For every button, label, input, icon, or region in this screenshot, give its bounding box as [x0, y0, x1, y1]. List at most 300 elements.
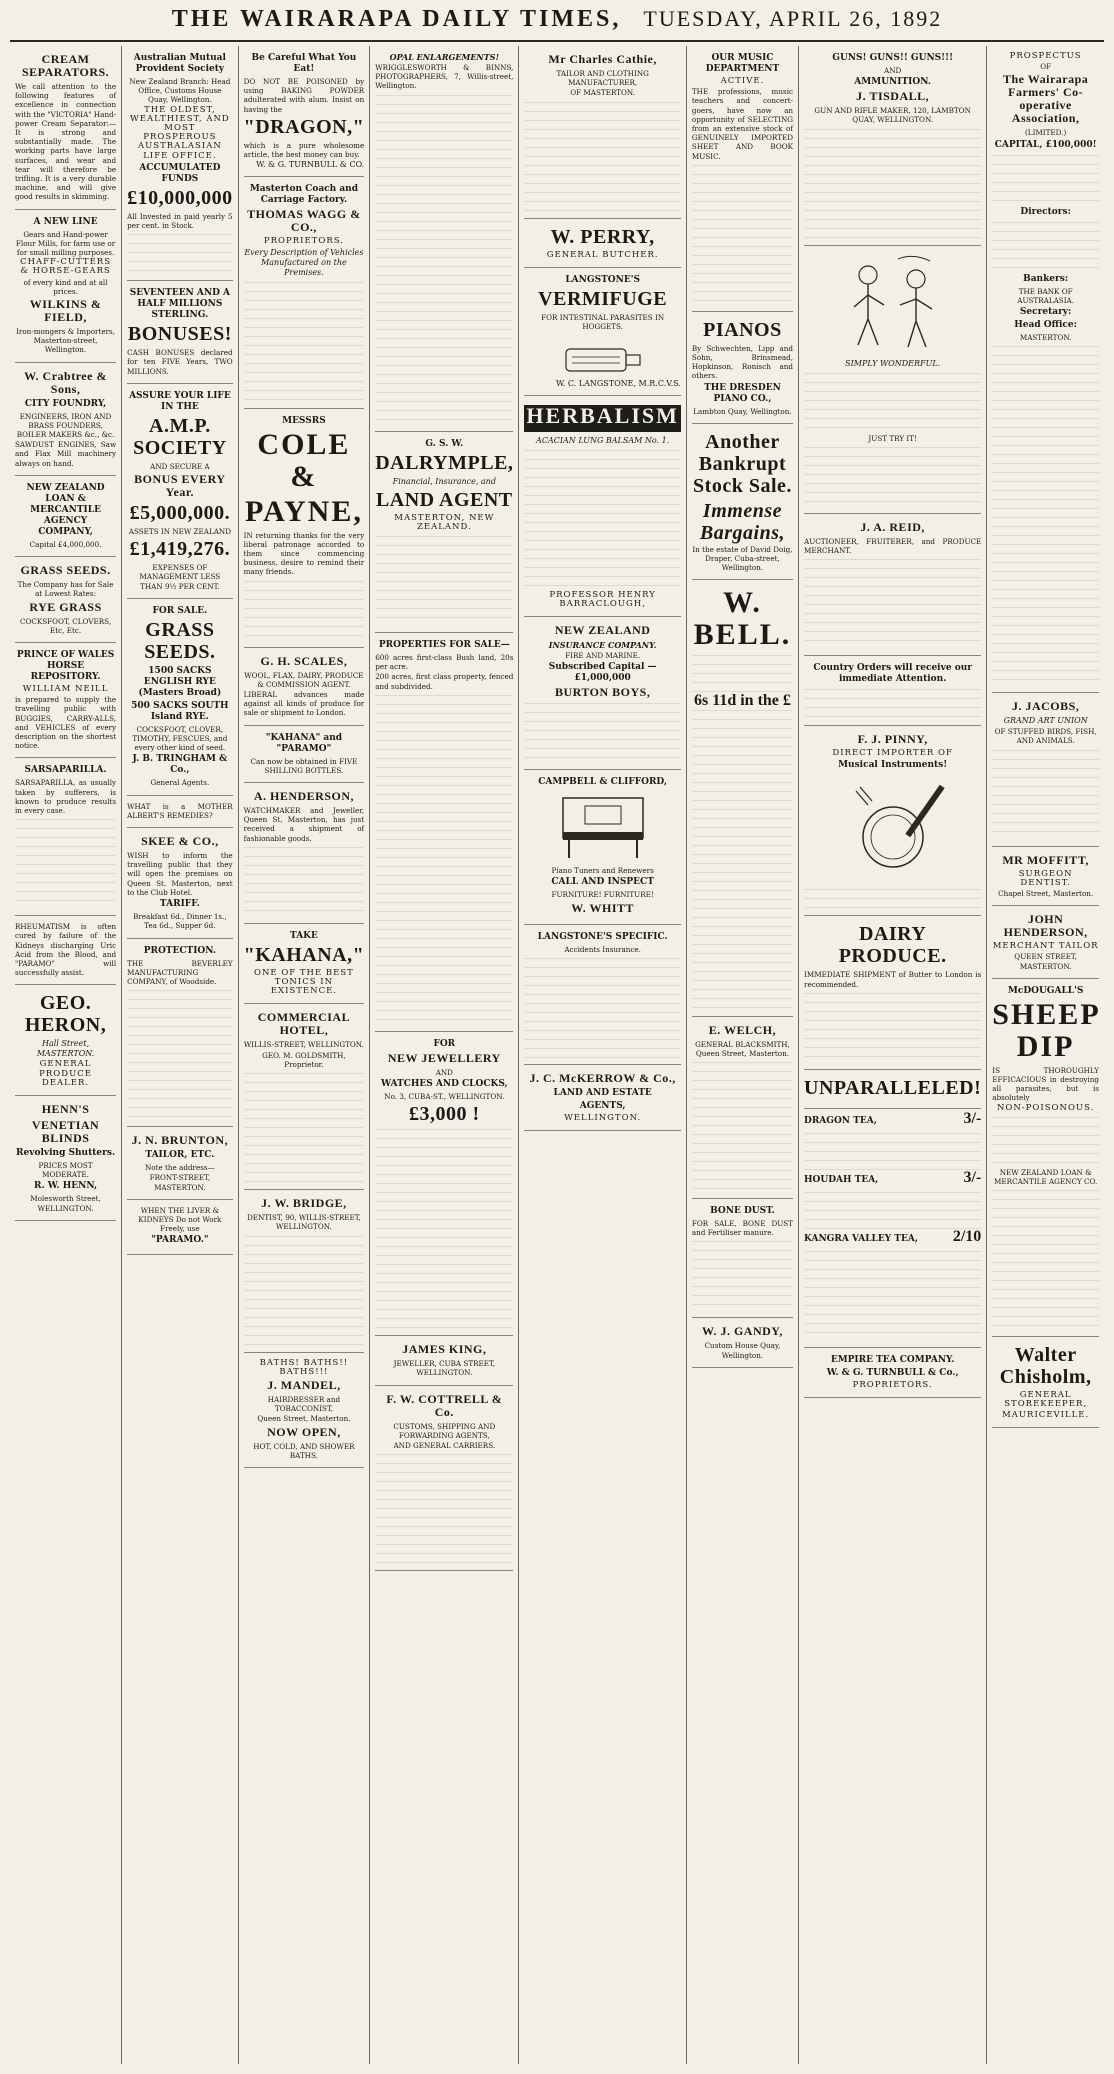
- body-text-block: [804, 447, 981, 507]
- ad-advertiser: J. TISDALL,: [856, 89, 930, 104]
- ad-subheading: Revolving Shutters.: [16, 1147, 116, 1158]
- ad-amount: £1,419,276.: [129, 538, 231, 561]
- ad-heading: SEVENTEEN AND A HALF MILLIONS STERLING.: [129, 288, 231, 321]
- ad-line: Accidents Insurance.: [564, 944, 641, 954]
- ad-line: Chapel Street, Masterton.: [998, 889, 1094, 899]
- ad-heading: Australian Mutual Provident Society: [133, 53, 226, 74]
- ad-line: NEW ZEALAND LOAN & MERCANTILE AGENCY CO.: [994, 1167, 1098, 1187]
- body-text-block: [804, 1251, 981, 1341]
- ad-body: SAWDUST ENGINES, Saw and Flax Mill machinery always on hand.: [15, 440, 117, 468]
- ad-address: Molesworth Street, WELLINGTON.: [30, 1194, 101, 1213]
- ad-heading: GUNS! GUNS!! GUNS!!!: [832, 53, 954, 63]
- ad-body: We call attention to the following features of excellence in connection with the "VICTORIA" Hand-power Cream Separator:— It is strong and substantially made. The working parts have large surfaces, and wear and tear will therefore be trifling. It is a very durable machine, and will give good results in skimming.: [15, 82, 117, 202]
- ad-heading: MESSRS: [282, 415, 326, 426]
- ad-heading: OPAL ENLARGEMENTS!: [389, 52, 499, 62]
- ad-heading: J. MANDEL,: [267, 1377, 341, 1392]
- ad-heading: HERBALISM: [526, 403, 679, 429]
- body-text-block: [804, 689, 981, 719]
- ad-heading: GEO. HERON,: [24, 992, 107, 1037]
- body-text-block: [244, 282, 365, 402]
- ad-body: which is a pure wholesome article, the best money can buy.: [243, 140, 365, 160]
- ad-subheading: Immense Bargains,: [699, 499, 785, 544]
- tea-name: HOUDAH TEA,: [804, 1174, 879, 1185]
- ad-protection: [127, 939, 233, 1128]
- ad-bridge-dentist: [244, 1190, 365, 1352]
- ad-line: Queen Street, Masterton.: [257, 1414, 351, 1424]
- ad-kahana-paramo: [244, 726, 365, 783]
- ad-line: CHAFF-CUTTERS & HORSE-GEARS: [20, 257, 112, 277]
- ad-line: AND GENERAL CARRIERS.: [393, 1441, 496, 1451]
- ad-subheading: Secretary:: [1019, 307, 1072, 318]
- ad-scales: [244, 648, 365, 726]
- ad-body: THE BEVERLEY MANUFACTURING COMPANY, of Woodside.: [127, 958, 233, 986]
- ad-advertiser: PROFESSOR HENRY BARRACLOUGH,: [549, 589, 656, 609]
- ad-line: Breakfast 6d., Dinner 1s., Tea 6d., Supper 6d.: [133, 912, 227, 931]
- column-1: [10, 46, 122, 2064]
- ad-bonuses: [127, 281, 233, 384]
- ad-subheading: ACACIAN LUNG BALSAM No. 1.: [536, 435, 670, 445]
- ad-line: GENERAL BLACKSMITH, Queen Street, Masterton.: [695, 1039, 790, 1058]
- ad-line: AGENTS,: [579, 1100, 626, 1111]
- ad-line: No. 3, CUBA-ST., WELLINGTON.: [384, 1092, 505, 1102]
- body-text-block: [804, 889, 981, 909]
- ad-heading: SKEE & CO.,: [141, 834, 219, 849]
- ad-heading: CREAM SEPARATORS.: [21, 52, 110, 79]
- ad-subheading: VENETIAN BLINDS: [31, 1117, 100, 1145]
- ad-kahana-tonic: [244, 924, 365, 1005]
- ad-advertiser: THOMAS WAGG & CO.,: [247, 207, 361, 235]
- column-4: [370, 46, 519, 2064]
- ad-subheading: TAILOR, ETC.: [145, 1150, 215, 1161]
- ad-body: AUCTIONEER, FRUITERER, and PRODUCE MERCHANT.: [804, 536, 982, 556]
- columns: [10, 46, 1104, 2064]
- instruments-illustration: [804, 775, 981, 885]
- ad-body: IS THOROUGHLY EFFICACIOUS in destroying all parasites, but is absolutely: [992, 1065, 1099, 1103]
- ad-subheading: GRASS SEEDS.: [144, 618, 216, 663]
- ad-line: JEWELLER, CUBA STREET, WELLINGTON.: [393, 1359, 496, 1378]
- ad-body: PRICES MOST MODERATE.: [38, 1160, 93, 1180]
- ad-dalrymple: [375, 432, 513, 633]
- ad-nz-loan: [15, 476, 116, 557]
- ad-line: NON-POISONOUS.: [996, 1102, 1095, 1113]
- ad-grass-seeds: [15, 557, 116, 643]
- body-text-block: [524, 102, 680, 212]
- body-text-block: [804, 559, 981, 649]
- body-text-block: [692, 655, 793, 695]
- ad-jacobs: [992, 693, 1099, 846]
- column-7: [799, 46, 987, 2064]
- ad-subheading: CITY FOUNDRY,: [24, 398, 107, 409]
- ad-advertiser: W. C. LANGSTONE, M.R.C.V.S.: [555, 379, 681, 389]
- ad-line: Subscribed Capital — £1,000,000: [548, 662, 657, 684]
- body-text-block: [524, 958, 680, 1058]
- ad-heading: PRINCE OF WALES HORSE REPOSITORY.: [16, 649, 115, 682]
- body-text-block: [992, 346, 1099, 686]
- ad-heading: PROTECTION.: [143, 945, 217, 956]
- tea-name: KANGRA VALLEY TEA,: [804, 1233, 918, 1244]
- ad-line: of every kind and at all prices.: [23, 277, 108, 296]
- ad-heading: A NEW LINE: [33, 216, 98, 227]
- ad-body: SARSAPARILLA, as usually taken by sufferers, is known to produce results in every case.: [15, 778, 117, 815]
- tea-price: 3/-: [963, 1109, 982, 1127]
- ad-name-line: COLE &: [257, 427, 351, 493]
- body-text-block: [804, 993, 981, 1063]
- ad-body: COCKSFOOT, CLOVER, TIMOTHY, FESCUES, and every other kind of seed.: [132, 724, 228, 753]
- ad-henn: [15, 1096, 116, 1221]
- ad-heading: LANGSTONE'S SPECIFIC.: [537, 931, 668, 942]
- ad-unparalleled: [804, 1070, 981, 1109]
- ad-subheading: "DRAGON,": [243, 115, 365, 138]
- ad-body: THE professions, music teachers and concert-goers, have now an opportunity of SELECTING from an extensive stock of GENUINELY IMPORTED SHEET AND BOOK MUSIC.: [691, 87, 794, 161]
- ad-heading: W. Crabtree & Sons,: [24, 368, 107, 396]
- ad-line: FIRE AND MARINE.: [565, 651, 641, 661]
- ad-body: In the estate of David Doig, Draper, Cuba-street, Wellington.: [692, 544, 793, 573]
- column-2: [122, 46, 239, 2064]
- ad-body: The Company has for Sale at Lowest Rates:: [17, 580, 114, 599]
- ad-subheading: BONUSES!: [127, 323, 232, 346]
- ad-line: AND: [435, 1067, 453, 1077]
- piano-icon: [555, 792, 651, 862]
- ad-body: LIBERAL advances made against all kinds of produce for sale or shipment to London.: [243, 690, 365, 718]
- ad-line: Custom House Quay, Wellington.: [704, 1341, 781, 1360]
- masthead: [10, 6, 1104, 42]
- issue-date: TUESDAY, APRIL 26, 1892: [643, 6, 943, 31]
- ad-heading: CAMPBELL & CLIFFORD,: [538, 777, 668, 788]
- ad-line: PROPRIETORS.: [852, 1379, 933, 1390]
- ad-heading: A. HENDERSON,: [253, 789, 355, 804]
- ad-body: ONE OF THE BEST TONICS IN EXISTENCE.: [254, 967, 354, 997]
- ad-line: ASSETS IN NEW ZEALAND: [128, 527, 231, 537]
- ad-advertiser: WILLIAM NEILL: [22, 683, 109, 694]
- herbalism-banner: [524, 405, 680, 431]
- ad-heading: Mr Charles Cathie,: [548, 52, 657, 66]
- body-text-block: [804, 373, 981, 433]
- ad-heading: FOR SALE.: [152, 605, 208, 616]
- ad-bone-dust: [692, 1199, 793, 1318]
- vermifuge-bottle-icon: [558, 335, 648, 375]
- ad-welch: [692, 1017, 793, 1199]
- ad-line: COCKSFOOT, CLOVERS, Etc, Etc.: [20, 616, 112, 635]
- banjo-instruments-icon: [838, 775, 948, 885]
- ad-assure-life: [127, 384, 233, 599]
- ad-subheading: Bankers:: [1023, 273, 1069, 284]
- ad-body: New Zealand Branch: Head Office, Customs House Quay, Wellington.: [129, 77, 231, 105]
- tea-price-row: [804, 1109, 982, 1129]
- ad-subheading: CALL AND INSPECT: [551, 877, 654, 888]
- body-text-block: [692, 1241, 793, 1311]
- body-text-block: [375, 1454, 513, 1564]
- body-text-block: [992, 750, 1099, 840]
- ad-body: RHEUMATISM is often cured by failure of the Kidneys discharging Uric Acid from the Blood, and "PARAMO" will successfully assist.: [15, 922, 117, 978]
- ad-crabtree: [15, 363, 116, 476]
- ad-amount: £10,000,000: [127, 186, 233, 209]
- ad-body: CASH BONUSES declared for ten FIVE Years, TWO MILLIONS.: [127, 348, 233, 376]
- ad-heading: F. J. PINNY,: [857, 732, 928, 747]
- ad-heading: SARSAPARILLA.: [24, 765, 107, 776]
- ad-line: PROSPECTUS: [1009, 51, 1082, 61]
- ad-subheading: BONUS EVERY Year.: [134, 472, 226, 500]
- ad-mandel: [244, 1353, 365, 1468]
- ad-dairy-produce: [804, 916, 981, 1069]
- body-text-block: [244, 847, 365, 917]
- ad-body: IMMEDIATE SHIPMENT of Butter to London is recommended.: [804, 970, 982, 989]
- ad-heading: UNPARALLELED!: [804, 1076, 982, 1099]
- ad-campbell-clifford: [524, 770, 680, 924]
- ad-heading: G. H. SCALES,: [260, 653, 348, 668]
- ad-new-jewellery: [375, 1032, 513, 1336]
- ad-opal-enlargements: [375, 46, 513, 432]
- ad-heading: J. C. McKERROW & Co.,: [529, 1070, 676, 1085]
- ad-body: WATCHMAKER and Jeweller, Queen St, Masterton, has just received a shipment of fashionable goods.: [243, 806, 365, 843]
- ad-subheading: NOW OPEN,: [267, 1424, 341, 1439]
- ad-mother-albert: [127, 796, 233, 828]
- ad-line: THE BANK OF AUSTRALASIA.: [1017, 286, 1075, 305]
- ad-heading: W. PERRY,: [550, 225, 655, 248]
- ad-body: By Schwechten, Lipp and Sohn, Brinsmead, Hopkinson, Ronisch and others.: [691, 343, 794, 381]
- ad-heading: PIANOS: [703, 318, 782, 341]
- ad-body: 200 acres, first class property, fenced and subdivided.: [375, 672, 514, 691]
- ad-teas: [804, 1109, 981, 1348]
- ad-wilkins-field: [15, 210, 116, 363]
- ad-name-line: PAYNE,: [244, 494, 363, 528]
- ad-advertiser: W. & G. TURNBULL & CO.: [256, 160, 365, 170]
- ad-heading: Another Bankrupt Stock Sale.: [693, 430, 792, 497]
- ad-body: WRIGGLESWORTH & BINNS, PHOTOGRAPHERS, 7, Willis-street, Wellington.: [375, 63, 514, 91]
- ad-pinny: [804, 726, 981, 916]
- ad-body: WHAT is a MOTHER ALBERT'S REMEDIES?: [127, 801, 233, 820]
- body-text-block: [992, 155, 1099, 205]
- ad-line: MASTERTON, NEW ZEALAND.: [394, 512, 495, 532]
- body-text-block: [375, 536, 513, 626]
- ad-heading: J. JACOBS,: [1011, 699, 1080, 714]
- bottle-illustration: [524, 335, 680, 375]
- ad-line: DENTIST, 90, WILLIS-STREET, WELLINGTON.: [247, 1213, 361, 1232]
- ad-body: Can now be obtained in FIVE SHILLING BOTTLES.: [250, 756, 358, 775]
- ad-line: HAIRDRESSER and TOBACCONIST,: [267, 1394, 341, 1414]
- ad-vermifuge: [524, 268, 680, 397]
- ad-price: 6s 11d in the £: [693, 692, 791, 710]
- ad-body: IN returning thanks for the very liberal patronage accorded to them since commencing business, desire to remind their many friends.: [243, 530, 365, 577]
- ad-james-king: [375, 1336, 513, 1385]
- ad-cream-separators: [15, 46, 116, 210]
- column-5: [519, 46, 686, 2064]
- ad-heading: FOR: [433, 1038, 456, 1049]
- ad-heading: COMMERCIAL HOTEL,: [257, 1010, 351, 1038]
- ad-empire-tea: [804, 1348, 981, 1398]
- tea-price-row: [804, 1227, 982, 1247]
- ad-heading: GRASS SEEDS.: [20, 563, 111, 578]
- ad-amount: £5,000,000.: [129, 502, 231, 525]
- body-text-block: [804, 1192, 981, 1232]
- ad-cathie: [524, 46, 680, 219]
- column-8: [987, 46, 1104, 2064]
- body-text-block: [992, 1117, 1099, 1167]
- ad-line: GENERAL STOREKEEPER,: [1004, 1390, 1088, 1410]
- ad-heading: Masterton Coach and Carriage Factory.: [249, 184, 358, 206]
- tea-name: DRAGON TEA,: [804, 1115, 877, 1126]
- ad-body: WHEN THE LIVER & KIDNEYS Do not Work Freely, use: [138, 1205, 222, 1234]
- ad-heading: J. A. REID,: [860, 519, 925, 534]
- newspaper-title: THE WAIRARAPA DAILY TIMES,: [171, 6, 622, 32]
- ad-heading: TAKE: [289, 930, 318, 941]
- ad-farmers-cooperative: [992, 46, 1099, 693]
- body-text-block: [692, 1062, 793, 1192]
- ad-commercial-hotel: [244, 1004, 365, 1190]
- ad-moffitt: [992, 847, 1099, 907]
- ad-line: WELLINGTON.: [564, 1112, 642, 1123]
- ad-advertiser: WILKINS & FIELD,: [29, 297, 102, 325]
- body-text-block: [375, 695, 513, 1025]
- body-text-block: [375, 1129, 513, 1329]
- ad-subheading: "KAHANA,": [243, 943, 365, 966]
- ad-amount: £3,000 !: [408, 1103, 480, 1126]
- body-text-block: [244, 1236, 365, 1346]
- ad-body: GENERAL PRODUCE DEALER.: [39, 1059, 92, 1088]
- body-text-block: [804, 1133, 981, 1173]
- body-text-block: [524, 703, 680, 763]
- ad-heading: J. W. BRIDGE,: [261, 1196, 347, 1211]
- body-text-block: [127, 234, 233, 274]
- ad-subheading: Hall Street, MASTERTON.: [36, 1039, 95, 1059]
- ad-line: Piano Tuners and Renewers: [551, 866, 654, 876]
- ad-heading: Be Careful What You Eat!: [251, 53, 357, 74]
- ad-line: MASTERTON.: [1019, 333, 1072, 343]
- ad-line: DIRECT IMPORTER OF: [832, 748, 953, 759]
- ad-heading: W. BELL.: [693, 586, 792, 652]
- ad-grass-seeds-sale: [127, 599, 233, 796]
- ad-advertiser: GEO. M. GOLDSMITH, Proprietor.: [262, 1050, 346, 1069]
- ad-w-bell: [692, 580, 793, 1016]
- ad-heading: F. W. COTTRELL & Co.: [386, 1391, 503, 1419]
- ad-subheading: NEW JEWELLERY: [387, 1050, 501, 1065]
- ad-body: All Invested in paid yearly 5 per cent. in Stock.: [127, 211, 233, 231]
- ad-line: MERCHANT TAILOR: [992, 941, 1099, 952]
- ad-sheep-dip: [992, 979, 1099, 1337]
- ad-subheading: SHEEP DIP: [992, 997, 1101, 1063]
- ad-heading: W. J. GANDY,: [702, 1324, 783, 1339]
- ad-cole-payne: [244, 409, 365, 648]
- body-text-block: [524, 450, 680, 590]
- ad-amount: CAPITAL, £100,000!: [994, 139, 1097, 150]
- ad-cottrell: [375, 1386, 513, 1572]
- ad-heading: McDOUGALL'S: [1007, 985, 1084, 996]
- body-text-block: [692, 165, 793, 305]
- ad-body: WISH to inform the travelling public that they will open the premises on Queen St. Masterton, next to the Club Hotel.: [127, 851, 233, 897]
- ad-rheumatism: [15, 916, 116, 985]
- column-3: [239, 46, 371, 2064]
- ad-body: 600 acres first-class Bush land, 20s per acre.: [375, 653, 514, 672]
- ad-advertiser: THE DRESDEN PIANO CO.,: [704, 382, 781, 404]
- ad-line: JUST TRY IT!: [868, 433, 917, 443]
- ad-heading: NEW ZEALAND LOAN & MERCANTILE AGENCY COMPANY,: [26, 482, 105, 537]
- ad-line: CUSTOMS, SHIPPING AND FORWARDING AGENTS,: [393, 1421, 496, 1440]
- body-text-block: [244, 581, 365, 641]
- ad-line: TAILOR AND CLOTHING MANUFACTURER,: [556, 69, 649, 88]
- ad-body: Gears and Hand-power Flour Mills, for farm use or for small milling purposes.: [15, 229, 116, 258]
- ad-heading: G. S. W.: [425, 438, 464, 449]
- ad-subheading: WATCHES AND CLOCKS,: [380, 1079, 508, 1090]
- piano-illustration: [524, 792, 680, 862]
- ad-line: AND SECURE A: [150, 461, 210, 471]
- body-text-block: [127, 990, 233, 1120]
- figures-cartoon-icon: [838, 255, 948, 355]
- ad-name-line: DALRYMPLE,: [375, 451, 514, 474]
- ad-line: MAURICEVILLE.: [1002, 1409, 1090, 1420]
- ad-heading: ASSURE YOUR LIFE IN THE: [129, 390, 231, 412]
- ad-geo-heron: [15, 985, 116, 1096]
- ad-heading: JAMES KING,: [402, 1342, 487, 1357]
- ad-body: Every Description of Vehicles Manufactured on the Premises.: [244, 247, 364, 277]
- ad-line: EXPENSES OF MANAGEMENT LESS THAN 9½ PER CENT.: [139, 563, 221, 591]
- ad-line: 1500 SACKS ENGLISH RYE (Masters Broad): [138, 665, 222, 698]
- ad-subheading: Directors:: [1020, 206, 1071, 217]
- ad-skee: [127, 828, 233, 938]
- ad-heading: NEW ZEALAND: [554, 623, 651, 638]
- ad-heading: LANGSTONE'S: [565, 274, 640, 285]
- ad-line: GENERAL BUTCHER.: [546, 249, 659, 260]
- ad-subheading: ACCUMULATED FUNDS: [139, 162, 221, 184]
- ad-line: QUEEN STREET, MASTERTON.: [1014, 952, 1077, 971]
- ad-subheading: VERMIFUGE: [538, 287, 668, 310]
- ad-heading: PROPERTIES FOR SALE—: [378, 640, 510, 651]
- ad-nz-insurance: [524, 617, 680, 770]
- ad-heading: The Wairarapa Farmers' Co-operative Association,: [1002, 72, 1089, 126]
- ad-amp-society: [127, 46, 233, 281]
- ad-coach-factory: [244, 177, 365, 408]
- ad-reid: [804, 514, 981, 656]
- tea-price: 3/-: [963, 1168, 982, 1186]
- ad-heading: DAIRY PRODUCE.: [838, 923, 947, 968]
- ad-advertiser: W. & G. TURNBULL & Co.,: [826, 1367, 959, 1378]
- ad-line: FOR INTESTINAL PARASITES IN HOGGETS.: [541, 312, 665, 332]
- ad-address: Iron-mongers & Importers, Masterton-street, Wellington.: [16, 327, 116, 355]
- ad-heading: Country Orders will receive our immediate Attention.: [813, 663, 972, 685]
- ad-line: ACTIVE.: [720, 76, 765, 86]
- ad-body: ENGINEERS, IRON AND BRASS FOUNDERS, BOILER MAKERS &c., &c.: [16, 411, 115, 440]
- column-6: [687, 46, 799, 2064]
- ad-subheading: INSURANCE COMPANY.: [548, 640, 657, 651]
- ad-name-line: LAND AGENT: [375, 488, 513, 511]
- ad-line: LAND AND ESTATE: [553, 1087, 652, 1098]
- ad-prince-of-wales: [15, 643, 116, 758]
- ad-line: HOT, COLD, AND SHOWER BATHS.: [253, 1441, 355, 1460]
- ad-line: WILLIS-STREET, WELLINGTON.: [243, 1040, 364, 1050]
- ad-subheading: RYE GRASS: [29, 599, 102, 614]
- ad-line: SURGEON DENTIST.: [1018, 868, 1073, 888]
- ad-subheading: A.M.P. SOCIETY: [133, 414, 227, 459]
- ad-brunton: [127, 1127, 233, 1200]
- ad-line: PROPRIETORS.: [263, 236, 344, 247]
- ad-line: Note the address—: [144, 1163, 215, 1173]
- body-text-block: [692, 710, 793, 1010]
- ad-heading: Walter Chisholm,: [999, 1344, 1092, 1389]
- ad-paramo: [127, 1200, 233, 1256]
- illustration-caption: SIMPLY WONDERFUL.: [845, 358, 941, 368]
- ad-line: Financial, Insurance, and: [392, 476, 496, 486]
- ad-heading: EMPIRE TEA COMPANY.: [830, 1354, 955, 1365]
- ad-line: OF: [1040, 62, 1052, 72]
- ad-heading: E. WELCH,: [708, 1022, 777, 1037]
- ad-line: AND: [884, 66, 902, 75]
- ad-heading: JOHN HENDERSON,: [1003, 912, 1088, 940]
- cartoon-illustration: [804, 255, 981, 355]
- ad-country-orders: [804, 656, 981, 726]
- ad-dragon-baking-powder: [244, 46, 365, 177]
- ad-line: 500 SACKS SOUTH Island RYE.: [131, 700, 229, 722]
- body-text-block: [244, 1073, 365, 1183]
- tea-price: 2/10: [952, 1227, 982, 1245]
- ad-heading: OUR MUSIC DEPARTMENT: [705, 53, 780, 74]
